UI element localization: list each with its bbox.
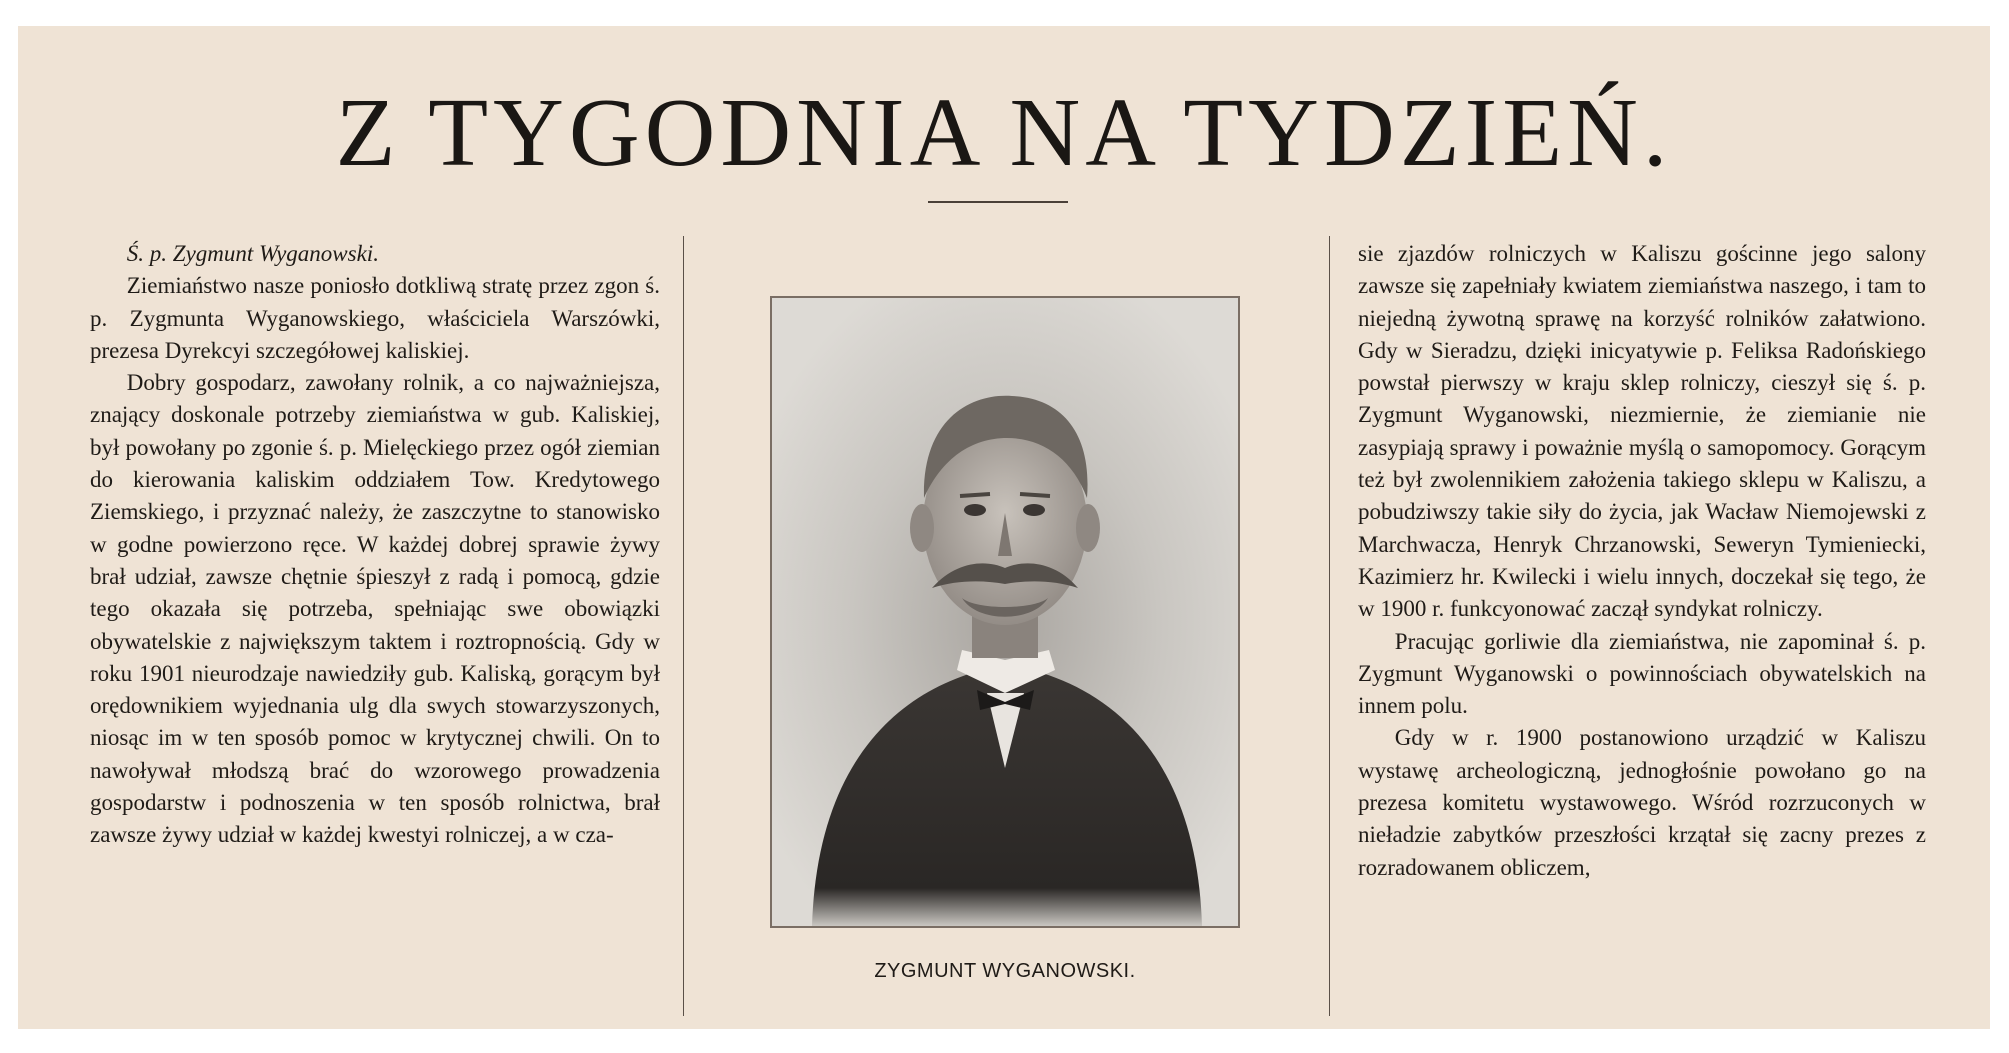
title-divider bbox=[928, 201, 1068, 203]
page-headline: Z TYGODNIA NA TYDZIEŃ. bbox=[335, 79, 1673, 187]
portrait-photo bbox=[770, 296, 1240, 928]
obituary-byline: Ś. p. Zygmunt Wyganowski. bbox=[126, 241, 379, 266]
column-divider-left bbox=[683, 236, 684, 1016]
left-column bbox=[90, 238, 660, 852]
right-paragraph-3: Gdy w r. 1900 postanowiono urządzić w Kaliszu wystawę archeologiczną, jednogłośnie powołano go na prezesa komitetu wystawowego. Wśród rozrzuconych w nieładzie zabytków przeszłości krzątał się zacny prezes z rozradowanem obliczem, bbox=[1358, 725, 1926, 880]
right-column bbox=[1358, 238, 1926, 884]
right-paragraph-1: sie zjazdów rolniczych w Kaliszu gościnne jego salony zawsze się zapełniały kwiatem ziemiaństwa naszego, i tam to niejedną żywotną sprawę na korzyść rolników załatwiono. Gdy w Sieradzu, dzięki inicyatywie p. Feliksa Radońskiego powstał pierwszy w kraju sklep rolniczy, cieszył się ś. p. Zygmunt Wyganowski, niezmiernie, że ziemianie nie zasypiają sprawy i poważnie myślą o samopomocy. Gorącym też był zwolennikiem założenia takiego sklepu w Kaliszu, a pobudziwszy takie siły do życia, jak Wacław Niemojewski z Marchwacza, Henryk Chrzanowski, Seweryn Tymieniecki, Kazimierz hr. Kwilecki i wielu innych, doczekał się tego, że w 1900 r. funkcyonować zaczął syndykat rolniczy. bbox=[1358, 241, 1926, 622]
left-paragraph-1: Ziemiaństwo nasze poniosło dotkliwą stratę przez zgon ś. p. Zygmunta Wyganowskiego, właściciela Warszówki, prezesa Dyrekcyi szczegółowej kaliskiej. bbox=[90, 273, 660, 363]
photo-caption: ZYGMUNT WYGANOWSKI. bbox=[874, 960, 1136, 982]
column-divider-right bbox=[1329, 236, 1330, 1016]
newspaper-page bbox=[18, 26, 1990, 1029]
right-paragraph-2: Pracując gorliwie dla ziemiaństwa, nie zapominał ś. p. Zygmunt Wyganowski o powinnościach obywatelskich na innem polu. bbox=[1358, 628, 1926, 719]
portrait-illustration bbox=[772, 298, 1238, 926]
left-paragraph-2: Dobry gospodarz, zawołany rolnik, a co najważniejsza, znający doskonale potrzeby ziemiaństwa w gub. Kaliskiej, był powołany po zgonie ś. p. Mielęckiego przez ogół ziemian do kierowania kaliskim oddziałem Tow. Kredytowego Ziemskiego, i przyznać należy, że zaszczytne to stanowisko w godne powierzono ręce. W każdej dobrej sprawie żywy brał udział, zawsze chętnie śpieszył z radą i pomocą, gdzie tego okazała się potrzeba, spełniając swe obowiązki obywatelskie z największym taktem i roztropnością. Gdy w roku 1901 nieurodzaje nawiedziły gub. Kaliską, gorącym był orędownikiem wyjednania ulg dla swych stowarzyszonych, niosąc im w ten sposób pomoc w krytycznej chwili. On to nawoływał młodszą brać do wzorowego prowadzenia gospodarstw i podnoszenia w ten sposób rolnictwa, brał zawsze żywy udział w każdej kwestyi rolniczej, a w cza- bbox=[90, 370, 660, 848]
